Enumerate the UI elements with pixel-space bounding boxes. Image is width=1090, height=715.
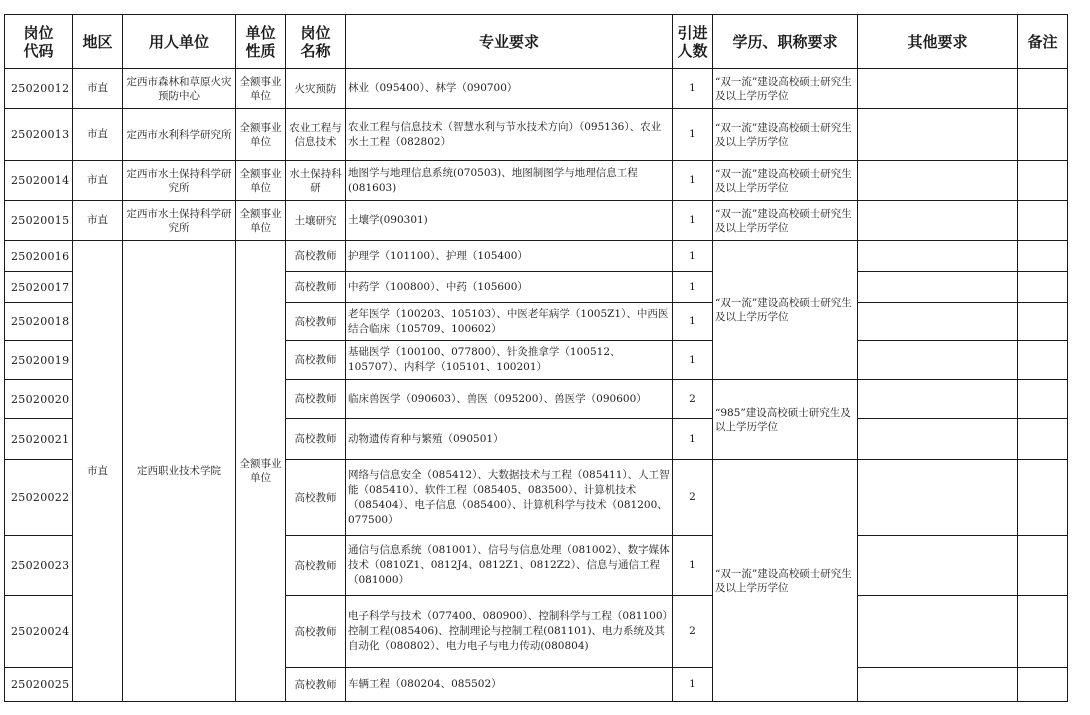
table-row: [5, 69, 1068, 109]
row-position: 高校教师: [286, 272, 346, 303]
row-code: 25020025: [5, 668, 73, 702]
row-remark: [1018, 341, 1068, 380]
row-count: 2: [673, 596, 713, 668]
header-other: 其他要求: [858, 15, 1018, 69]
row-count: 1: [673, 161, 713, 201]
table-row: [5, 201, 1068, 241]
row-other: [858, 241, 1018, 272]
row-major: 护理学（101100）、护理（105400）: [346, 241, 673, 272]
group-education-b: “985”建设高校硕士研究生及以上学历学位: [713, 380, 858, 460]
row-major: 电子科学与技术（077400、080900）、控制科学与工程（081100）控制工程(085406)、控制理论与控制工程(081101)、电力系统及其自动化（080802）、电力电子与电力传动(080804): [346, 596, 673, 668]
row-count: 1: [673, 69, 713, 109]
row-major: 动物遗传育种与繁殖（090501）: [346, 419, 673, 460]
header-remark: 备注: [1018, 15, 1068, 69]
row-other: [858, 341, 1018, 380]
header-major: 专业要求: [346, 15, 673, 69]
row-count: 2: [673, 460, 713, 536]
row-major: 基础医学（100100、077800）、针灸推拿学（100512、105707）、内科学（105101、100201）: [346, 341, 673, 380]
row-code: 25020014: [5, 161, 73, 201]
row-position: 高校教师: [286, 419, 346, 460]
row-major: 老年医学（100203、105103）、中医老年病学（1005Z1）、中西医结合临床（105709、100602）: [346, 303, 673, 341]
header-code: 岗位 代码: [5, 15, 73, 69]
row-code: 25020022: [5, 460, 73, 536]
row-code: 25020023: [5, 536, 73, 596]
row-remark: [1018, 668, 1068, 702]
row-count: 1: [673, 272, 713, 303]
row-region: 市直: [73, 201, 123, 241]
row-position: 农业工程与信息技术: [286, 109, 346, 161]
row-position: 高校教师: [286, 380, 346, 419]
row-unit-type: 全额事业单位: [236, 109, 286, 161]
group-unit-type: 全额事业单位: [236, 241, 286, 702]
row-other: [858, 161, 1018, 201]
row-region: 市直: [73, 161, 123, 201]
row-code: 25020017: [5, 272, 73, 303]
row-remark: [1018, 460, 1068, 536]
row-code: 25020018: [5, 303, 73, 341]
group-employer: 定西职业技术学院: [123, 241, 236, 702]
row-count: 1: [673, 303, 713, 341]
row-code: 25020012: [5, 69, 73, 109]
row-employer: 定西市水利科学研究所: [123, 109, 236, 161]
row-remark: [1018, 272, 1068, 303]
header-employer: 用人单位: [123, 15, 236, 69]
row-major: 车辆工程（080204、085502）: [346, 668, 673, 702]
table-row: [5, 241, 1068, 272]
row-major: 土壤学(090301): [346, 201, 673, 241]
row-other: [858, 668, 1018, 702]
row-education: “双一流”建设高校硕士研究生及以上学历学位: [713, 161, 858, 201]
recruitment-table: [4, 14, 1068, 702]
row-other: [858, 380, 1018, 419]
row-remark: [1018, 303, 1068, 341]
row-code: 25020024: [5, 596, 73, 668]
row-count: 1: [673, 536, 713, 596]
row-position: 高校教师: [286, 241, 346, 272]
header-count: 引进 人数: [673, 15, 713, 69]
group-education-c: “双一流”建设高校硕士研究生及以上学历学位: [713, 460, 858, 702]
row-position: 高校教师: [286, 596, 346, 668]
row-other: [858, 460, 1018, 536]
row-other: [858, 201, 1018, 241]
row-code: 25020015: [5, 201, 73, 241]
row-employer: 定西市水土保持科学研究所: [123, 161, 236, 201]
row-code: 25020016: [5, 241, 73, 272]
row-code: 25020019: [5, 341, 73, 380]
row-remark: [1018, 380, 1068, 419]
row-major: 通信与信息系统（081001）、信号与信息处理（081002）、数字媒体技术（0810Z1、0812J4、0812Z1、0812Z2）、信息与通信工程（081000）: [346, 536, 673, 596]
row-other: [858, 69, 1018, 109]
row-position: 水土保持科研: [286, 161, 346, 201]
row-major: 地图学与地理信息系统(070503)、地图制图学与地理信息工程(081603): [346, 161, 673, 201]
row-unit-type: 全额事业单位: [236, 201, 286, 241]
row-remark: [1018, 536, 1068, 596]
header-position: 岗位 名称: [286, 15, 346, 69]
row-employer: 定西市水土保持科学研究所: [123, 201, 236, 241]
row-major: 临床兽医学（090603）、兽医（095200）、兽医学（090600）: [346, 380, 673, 419]
row-remark: [1018, 109, 1068, 161]
row-unit-type: 全额事业单位: [236, 161, 286, 201]
table-row: [5, 161, 1068, 201]
row-count: 2: [673, 380, 713, 419]
row-position: 土壤研究: [286, 201, 346, 241]
row-count: 1: [673, 241, 713, 272]
row-remark: [1018, 161, 1068, 201]
row-count: 1: [673, 109, 713, 161]
row-remark: [1018, 69, 1068, 109]
row-major: 农业工程与信息技术（智慧水利与节水技术方向）（095136）、农业水土工程（082802）: [346, 109, 673, 161]
table-row: [5, 109, 1068, 161]
row-other: [858, 596, 1018, 668]
row-count: 1: [673, 419, 713, 460]
row-position: 火灾预防: [286, 69, 346, 109]
header-row: [5, 15, 1068, 69]
header-unit-type: 单位 性质: [236, 15, 286, 69]
row-major: 林业（095400）、林学（090700）: [346, 69, 673, 109]
group-region: 市直: [73, 241, 123, 702]
row-position: 高校教师: [286, 668, 346, 702]
row-major: 中药学（100800）、中药（105600）: [346, 272, 673, 303]
row-other: [858, 536, 1018, 596]
row-count: 1: [673, 201, 713, 241]
header-region: 地区: [73, 15, 123, 69]
row-region: 市直: [73, 69, 123, 109]
row-other: [858, 303, 1018, 341]
row-code: 25020021: [5, 419, 73, 460]
row-position: 高校教师: [286, 341, 346, 380]
row-remark: [1018, 419, 1068, 460]
row-unit-type: 全额事业单位: [236, 69, 286, 109]
row-education: “双一流”建设高校硕士研究生及以上学历学位: [713, 109, 858, 161]
row-education: “双一流”建设高校硕士研究生及以上学历学位: [713, 69, 858, 109]
row-code: 25020020: [5, 380, 73, 419]
row-remark: [1018, 201, 1068, 241]
row-region: 市直: [73, 109, 123, 161]
row-other: [858, 109, 1018, 161]
row-code: 25020013: [5, 109, 73, 161]
row-remark: [1018, 241, 1068, 272]
row-other: [858, 419, 1018, 460]
row-remark: [1018, 596, 1068, 668]
row-position: 高校教师: [286, 536, 346, 596]
row-employer: 定西市森林和草原火灾预防中心: [123, 69, 236, 109]
group-education-a: “双一流”建设高校硕士研究生及以上学历学位: [713, 241, 858, 380]
row-education: “双一流”建设高校硕士研究生及以上学历学位: [713, 201, 858, 241]
row-position: 高校教师: [286, 303, 346, 341]
header-education: 学历、职称要求: [713, 15, 858, 69]
row-count: 1: [673, 668, 713, 702]
row-position: 高校教师: [286, 460, 346, 536]
row-major: 网络与信息安全（085412）、大数据技术与工程（085411）、人工智能（085410）、软件工程（085405、083500）、计算机技术（085404）、电子信息（085400）、计算机科学与技术（081200、077500）: [346, 460, 673, 536]
row-count: 1: [673, 341, 713, 380]
row-other: [858, 272, 1018, 303]
